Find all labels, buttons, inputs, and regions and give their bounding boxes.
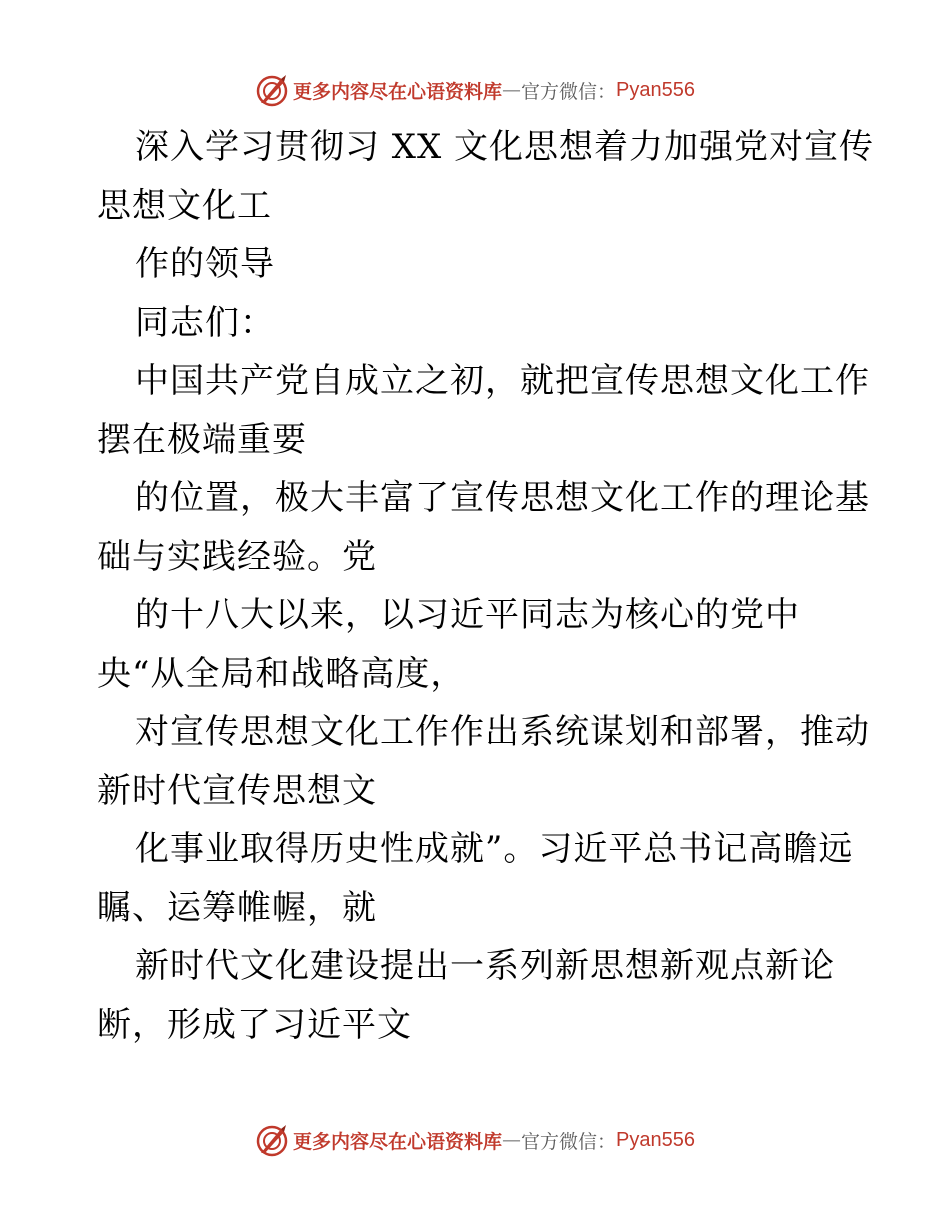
site-name: 更多内容尽在心语资料库 xyxy=(293,80,503,103)
text-line: 瞩、运筹帷幄，就 xyxy=(97,887,377,928)
site-name: 更多内容尽在心语资料库 xyxy=(293,1130,503,1153)
text-line: 同志们： xyxy=(135,302,275,343)
text-line: 的位置，极大丰富了宣传思想文化工作的理论基 xyxy=(135,478,870,518)
document-body xyxy=(97,118,875,1054)
text-line: 摆在极端重要 xyxy=(97,419,307,460)
text-line: 的十八大以来，以习近平同志为核心的党中 xyxy=(135,595,800,635)
wechat-label: 官方微信： xyxy=(521,80,617,103)
banner-dash: — xyxy=(502,79,522,101)
text-line: 思想文化工 xyxy=(97,185,272,226)
footer-banner xyxy=(0,1120,950,1160)
feather-pen-logo-icon xyxy=(255,1123,289,1157)
text-line: 深入学习贯彻习 XX 文化思想着力加强党对宣传 xyxy=(135,127,875,167)
text-line: 断，形成了习近平文 xyxy=(97,1004,412,1045)
banner-dash: — xyxy=(502,1129,522,1151)
wechat-id: Pyan556 xyxy=(616,78,695,101)
text-line: 础与实践经验。党 xyxy=(97,536,377,577)
header-banner xyxy=(0,70,950,110)
wechat-label: 官方微信： xyxy=(521,1130,617,1153)
text-line: 化事业取得历史性成就”。习近平总书记高瞻远 xyxy=(135,829,854,869)
text-line: 作的领导 xyxy=(135,244,275,284)
text-line: 新时代宣传思想文 xyxy=(97,770,377,811)
text-line: 对宣传思想文化工作作出系统谋划和部署，推动 xyxy=(135,712,870,752)
text-line: 央“从全局和战略高度， xyxy=(97,653,466,694)
text-line: 新时代文化建设提出一系列新思想新观点新论 xyxy=(135,946,835,986)
wechat-id: Pyan556 xyxy=(616,1128,695,1151)
text-line: 中国共产党自成立之初，就把宣传思想文化工作 xyxy=(135,361,870,401)
feather-pen-logo-icon xyxy=(255,73,289,107)
